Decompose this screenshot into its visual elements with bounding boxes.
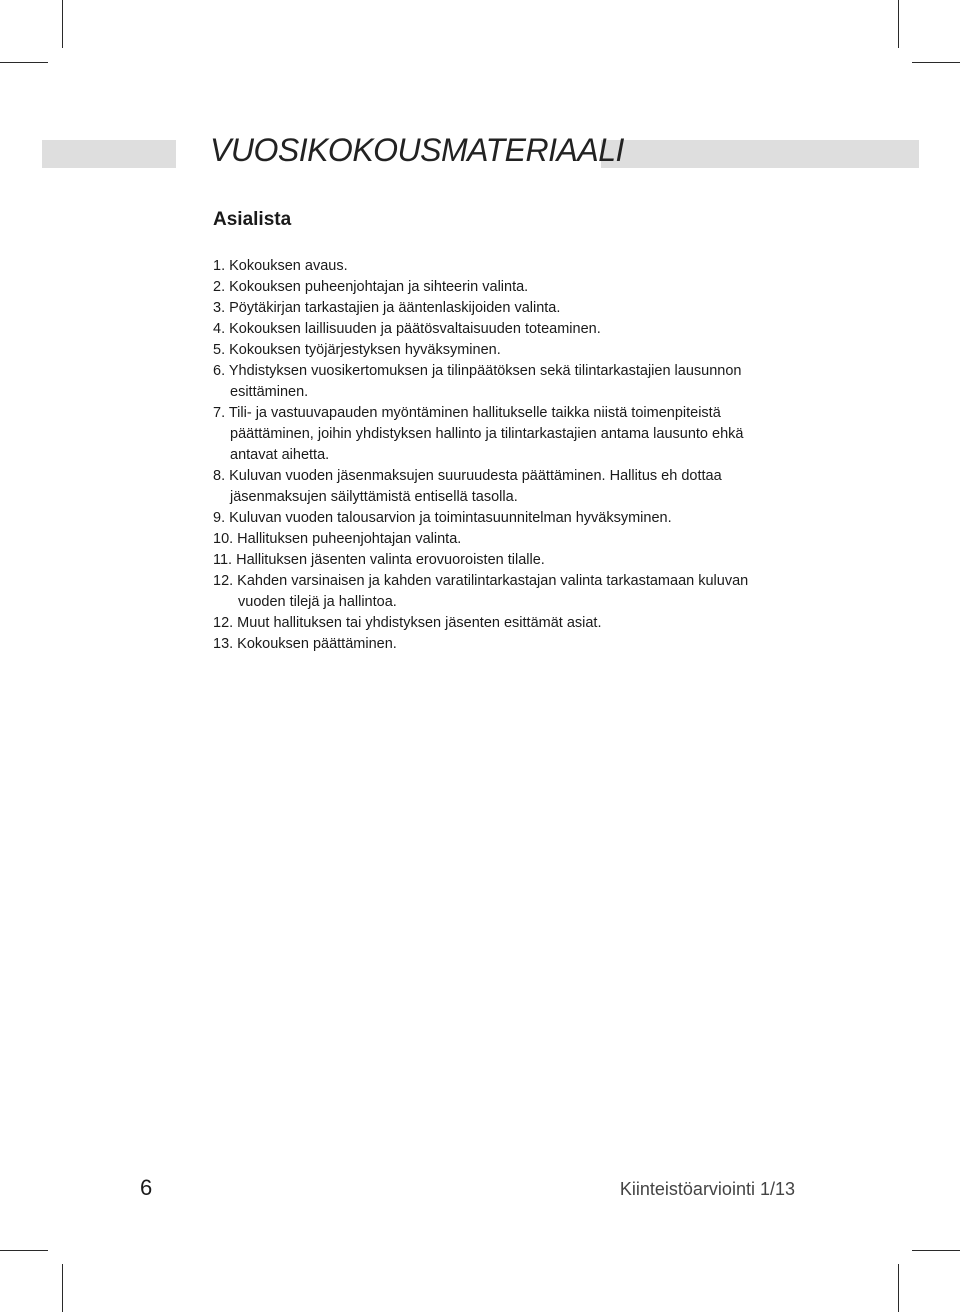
agenda-item: 12. Kahden varsinaisen ja kahden varatilintarkastajan valinta tarkastamaan kuluvan vuoden tilejä ja hallintoa. — [213, 573, 749, 610]
crop-mark — [912, 1250, 960, 1251]
agenda-item: 4. Kokouksen laillisuuden ja päätösvaltaisuuden toteaminen. — [213, 321, 601, 337]
document-title: VUOSIKOKOUSMATERIAALI — [210, 132, 624, 168]
section-heading: Asialista — [213, 209, 292, 230]
agenda-item: 9. Kuluvan vuoden talousarvion ja toimintasuunnitelman hyväksyminen. — [213, 510, 672, 526]
crop-mark — [898, 0, 899, 48]
agenda-item: 12. Muut hallituksen tai yhdistyksen jäsenten esittämät asiat. — [213, 615, 602, 631]
agenda-item: 3. Pöytäkirjan tarkastajien ja ääntenlaskijoiden valinta. — [213, 300, 561, 316]
crop-mark — [912, 62, 960, 63]
agenda-item: 11. Hallituksen jäsenten valinta erovuoroisten tilalle. — [213, 552, 545, 568]
agenda-list — [213, 256, 753, 655]
agenda-item: 8. Kuluvan vuoden jäsenmaksujen suuruudesta päättäminen. Hallitus eh dottaa jäsenmaksujen säilyttämistä entisellä tasolla. — [213, 468, 722, 505]
crop-mark — [62, 0, 63, 48]
title-band-right — [601, 140, 919, 168]
crop-mark — [0, 62, 48, 63]
agenda-item: 13. Kokouksen päättäminen. — [213, 636, 397, 652]
agenda-item: 2. Kokouksen puheenjohtajan ja sihteerin valinta. — [213, 279, 529, 295]
crop-mark — [62, 1264, 63, 1312]
agenda-item: 10. Hallituksen puheenjohtajan valinta. — [213, 531, 462, 547]
agenda-item: 1. Kokouksen avaus. — [213, 258, 348, 274]
publication-name: Kiinteistöarviointi 1/13 — [619, 1179, 795, 1199]
agenda-item: 5. Kokouksen työjärjestyksen hyväksyminen. — [213, 342, 501, 358]
title-band-left — [42, 140, 176, 168]
agenda-item: 7. Tili- ja vastuuvapauden myöntäminen hallitukselle taikka niistä toimenpiteistä päättäminen, joihin yhdistyksen hallinto ja tilintarkastajien antama lausunto ehkä antavat aihetta. — [213, 405, 744, 463]
crop-mark — [0, 1250, 48, 1251]
page-number: 6 — [140, 1175, 153, 1200]
crop-mark — [898, 1264, 899, 1312]
agenda-item: 6. Yhdistyksen vuosikertomuksen ja tilinpäätöksen sekä tilintarkastajien lausunnon esittäminen. — [213, 363, 742, 400]
